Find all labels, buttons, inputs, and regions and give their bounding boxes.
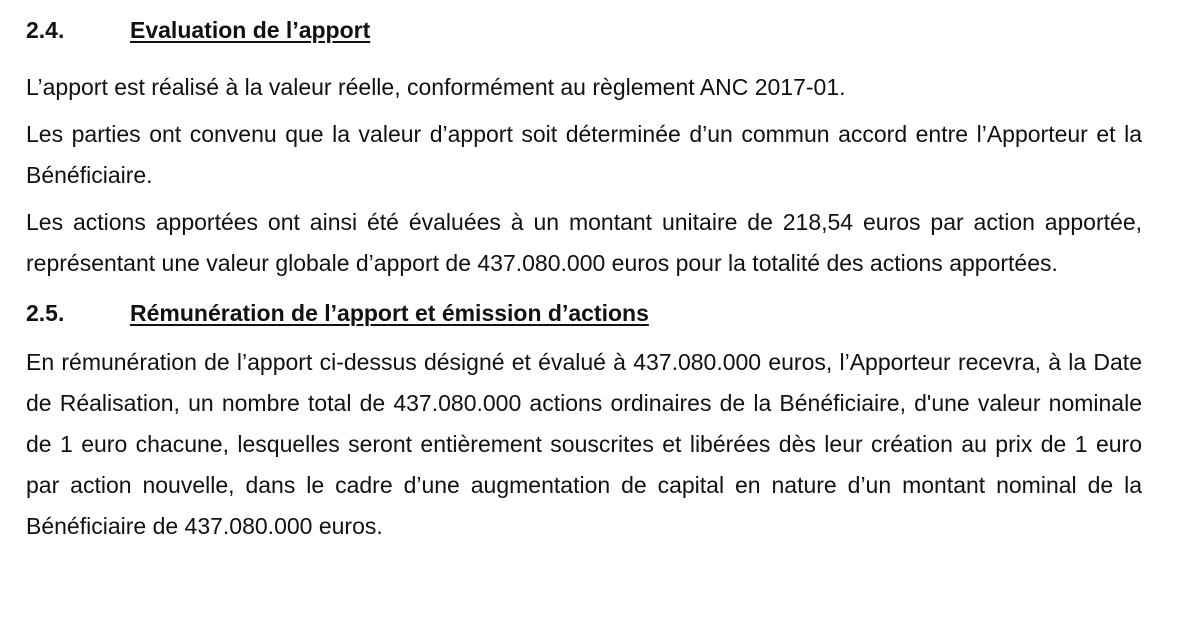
section-heading-2-5 [26, 297, 1142, 329]
section-title: Evaluation de l’apport [130, 17, 371, 43]
section-number: 2.5. [26, 300, 65, 326]
paragraph: Les parties ont convenu que la valeur d’apport soit déterminée d’un commun accord entre l’Apporteur et la Bénéficiaire. [26, 121, 1142, 188]
paragraph: L’apport est réalisé à la valeur réelle, conformément au règlement ANC 2017-01. [26, 74, 846, 100]
paragraph: Les actions apportées ont ainsi été évaluées à un montant unitaire de 218,54 euros par action apportée, représentant une valeur globale d’apport de 437.080.000 euros pour la totalité des actions apportées. [26, 209, 1142, 276]
section-heading-2-4 [26, 14, 1142, 46]
section-number: 2.4. [26, 17, 65, 43]
paragraph: En rémunération de l’apport ci-dessus désigné et évalué à 437.080.000 euros, l’Apporteur recevra, à la Date de Réalisation, un nombre total de 437.080.000 actions ordinaires de la Bénéficiaire, d'une valeur nominale de 1 euro chacune, lesquelles seront entièrement souscrites et libérées dès leur création au prix de 1 euro par action nouvelle, dans le cadre d’une augmentation de capital en nature d’un montant nominal de la Bénéficiaire de 437.080.000 euros. [26, 349, 1142, 539]
section-title: Rémunération de l’apport et émission d’actions [130, 300, 649, 326]
